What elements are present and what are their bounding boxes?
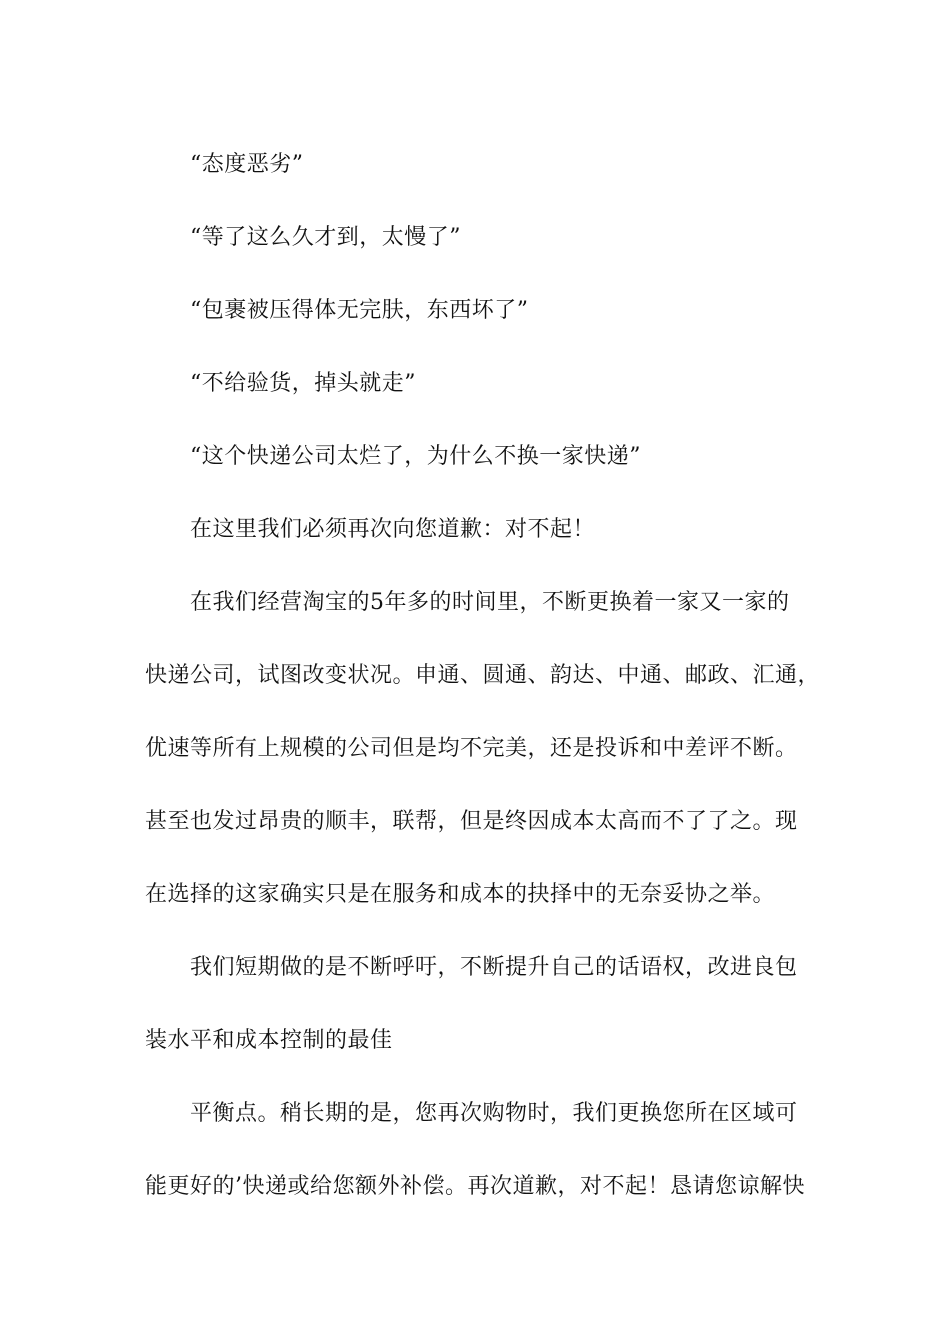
quote-line: “这个快递公司太烂了，为什么不换一家快递” — [190, 444, 641, 469]
quote-line: “包裹被压得体无完肤，东西坏了” — [190, 298, 529, 323]
document-body — [145, 128, 825, 1223]
paragraph-line: 在选择的这家确实只是在服务和成本的抉择中的无奈妥协之举。 — [145, 882, 776, 907]
quote-line: “态度恶劣” — [190, 152, 304, 177]
paragraph-line: 优速等所有上规模的公司但是均不完美，还是投诉和中差评不断。 — [145, 736, 798, 761]
paragraph-line: 快递公司，试图改变状况。申通、圆通、韵达、中通、邮政、汇通， — [145, 663, 821, 688]
paragraph-line: 在这里我们必须再次向您道歉：对不起！ — [190, 517, 596, 542]
paragraph-line: 我们短期做的是不断呼吁，不断提升自己的话语权，改进良包 — [190, 955, 798, 980]
paragraph-line: 甚至也发过昂贵的顺丰，联帮，但是终因成本太高而不了了之。现 — [145, 809, 798, 834]
quote-line: “不给验货，掉头就走” — [190, 371, 416, 396]
quote-line: “等了这么久才到，太慢了” — [190, 225, 461, 250]
paragraph-line: 平衡点。稍长期的是，您再次购物时，我们更换您所在区域可 — [190, 1101, 798, 1126]
paragraph-line: 在我们经营淘宝的5年多的时间里，不断更换着一家又一家的 — [190, 590, 790, 615]
paragraph-line: 装水平和成本控制的最佳 — [145, 1028, 393, 1053]
paragraph-line: 能更好的’快递或给您额外补偿。再次道歉，对不起！恳请您谅解快 — [145, 1174, 805, 1199]
